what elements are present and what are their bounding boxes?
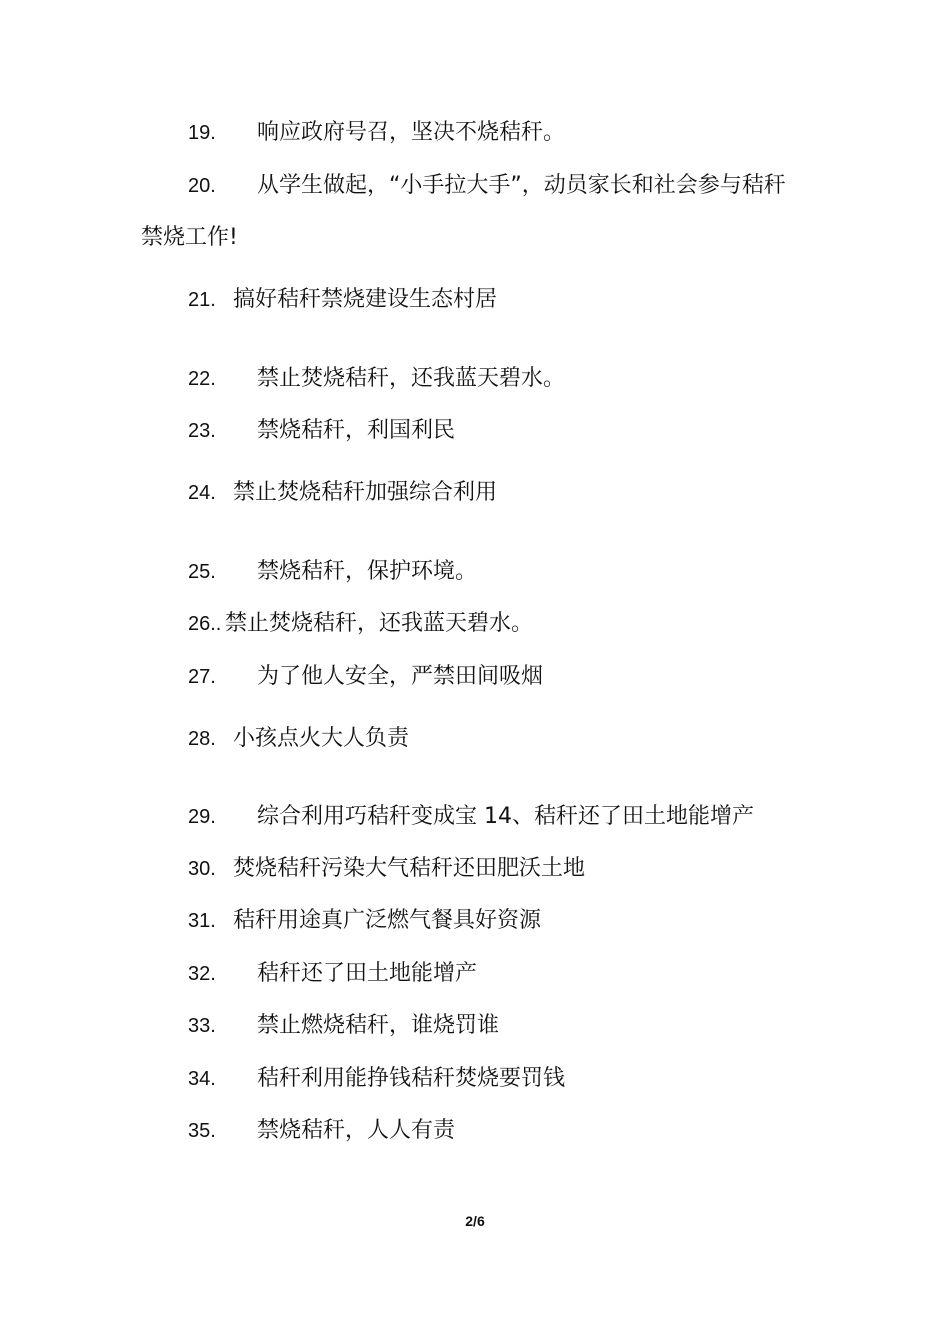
item-text: 焚烧秸秆污染大气秸秆还田肥沃土地 [233,856,586,881]
item-number: 19. [188,122,216,144]
item-number: 33. [188,1015,216,1037]
item-number: 21. [188,289,216,311]
item-text: 响应政府号召，坚决不烧秸秆。 [257,120,566,145]
item-number: 20. [188,175,216,197]
item-text: 秸秆利用能挣钱秸秆焚烧要罚钱 [257,1066,566,1091]
item-number: 28. [188,728,216,750]
item-number: 27. [188,666,216,688]
item-number: 24. [188,482,216,504]
item-text: 禁烧秸秆，保护环境。 [257,559,478,584]
item-text: 为了他人安全，严禁田间吸烟 [257,664,544,689]
item-number: 29. [188,806,216,828]
item-text: 搞好秸秆禁烧建设生态村居 [233,287,498,312]
item-text: 禁烧秸秆，人人有责 [257,1118,456,1143]
item-number: 26.. [188,613,222,635]
item-text: 禁止燃烧秸秆，谁烧罚谁 [257,1013,500,1038]
item-text: 禁烧秸秆，利国利民 [257,418,456,443]
item-number: 30. [188,858,216,880]
item-text: 小孩点火大人负责 [233,726,410,751]
item-text: 禁止焚烧秸秆加强综合利用 [233,480,498,505]
item-text: 秸秆用途真广泛燃气餐具好资源 [233,908,542,933]
item-text: 禁止焚烧秸秆，还我蓝天碧水。 [225,611,534,636]
item-text-continuation: 禁烧工作! [141,225,238,250]
item-number: 31. [188,910,216,932]
item-number: 35. [188,1120,216,1142]
item-number: 22. [188,368,216,390]
item-text: 秸秆还了田土地能增产 [257,961,478,986]
item-text: 从学生做起，“小手拉大手”，动员家长和社会参与秸秆 [257,173,786,198]
item-text: 综合利用巧秸秆变成宝 14、秸秆还了田土地能增产 [257,804,754,829]
item-number: 25. [188,561,216,583]
item-number: 34. [188,1068,216,1090]
item-number: 32. [188,963,216,985]
item-text: 禁止焚烧秸秆，还我蓝天碧水。 [257,366,566,391]
page-number: 2/6 [465,1213,485,1229]
item-number: 23. [188,420,216,442]
